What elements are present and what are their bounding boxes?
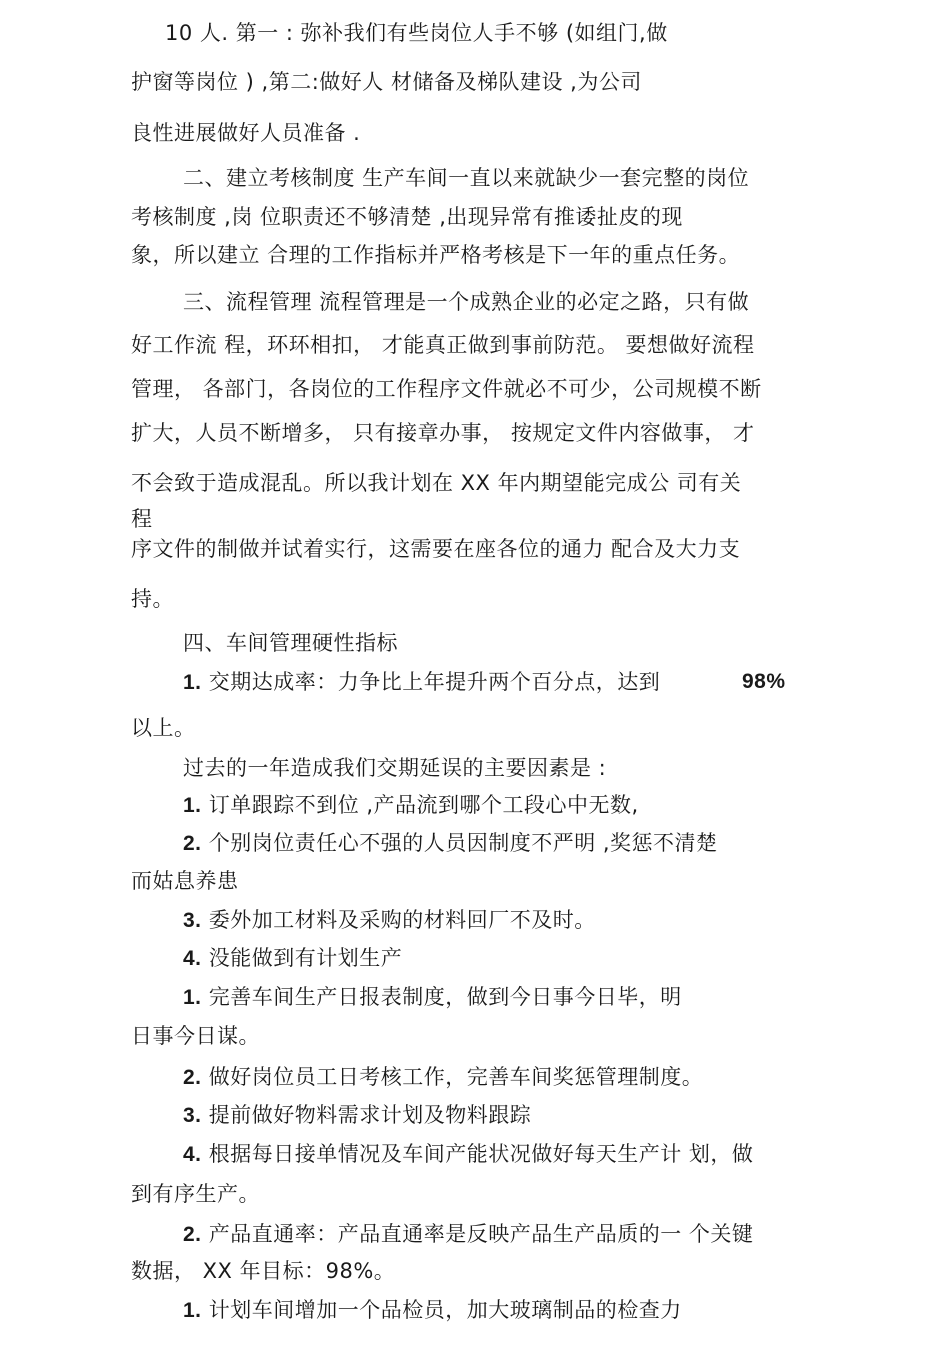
text-line: 序文件的制做并试着实行，这需要在座各位的通力 配合及大力支 (131, 537, 741, 561)
text-line: 而姑息养患 (131, 869, 239, 893)
list-item (183, 945, 402, 972)
text-line: 护窗等岗位 ) ,第二:做好人 材储备及梯队建设 ,为公司 (131, 70, 642, 94)
text-line: 好工作流 程，环环相扣， 才能真正做到事前防范。 要想做好流程 (131, 333, 755, 357)
list-item (183, 830, 718, 857)
list-number: 2. (183, 1066, 202, 1089)
percentage-value: 98% (742, 670, 786, 693)
list-item (183, 1141, 753, 1168)
text-line: 扩大，人员不断增多， 只有接章办事， 按规定文件内容做事， 才 (131, 421, 755, 445)
list-item-text: 交期达成率：力争比上年提升两个百分点，达到 (208, 670, 661, 694)
text-line: 不会致于造成混乱。所以我计划在 XX 年内期望能完成公 司有关 (131, 471, 742, 495)
section-heading-line: 三、流程管理 流程管理是一个成熟企业的必定之路，只有做 (183, 290, 750, 314)
text-line: 以上。 (131, 716, 196, 740)
list-item (183, 1221, 753, 1248)
list-item-text: 个别岗位责任心不强的人员因制度不严明 ,奖惩不清楚 (208, 831, 718, 855)
list-item (183, 984, 682, 1011)
text-line: 数据， XX 年目标：98%。 (131, 1259, 396, 1283)
list-number: 1. (183, 1299, 202, 1322)
text-line: 考核制度 ,岗 位职责还不够清楚 ,出现异常有推诿扯皮的现 (131, 205, 683, 229)
list-item (183, 1102, 531, 1129)
section-heading-line: 四、车间管理硬性指标 (183, 631, 398, 655)
list-number: 1. (183, 671, 202, 694)
text-line: 象，所以建立 合理的工作指标并严格考核是下一年的重点任务。 (131, 243, 741, 267)
list-number: 4. (183, 947, 202, 970)
list-number: 2. (183, 832, 202, 855)
list-number: 1. (183, 794, 202, 817)
list-item (183, 669, 660, 696)
section-heading-line: 二、建立考核制度 生产车间一直以来就缺少一套完整的岗位 (183, 166, 750, 190)
list-item (183, 1297, 682, 1324)
list-item-text: 做好岗位员工日考核工作，完善车间奖惩管理制度。 (208, 1065, 704, 1089)
list-number: 2. (183, 1223, 202, 1246)
list-item-text: 提前做好物料需求计划及物料跟踪 (208, 1103, 532, 1127)
list-item-text: 根据每日接单情况及车间产能状况做好每天生产计 划，做 (208, 1142, 754, 1166)
list-item (183, 907, 596, 934)
list-number: 3. (183, 1104, 202, 1127)
text-line: 日事今日谋。 (131, 1024, 260, 1048)
list-item (183, 792, 639, 819)
text-line: 良性进展做好人员准备 . (131, 121, 361, 145)
list-item-text: 订单跟踪不到位 ,产品流到哪个工段心中无数, (208, 793, 639, 817)
list-item-text: 没能做到有计划生产 (208, 946, 403, 970)
text-line: 程 (131, 507, 153, 531)
list-item-text: 计划车间增加一个品检员，加大玻璃制品的检查力 (208, 1298, 682, 1322)
list-number: 3. (183, 909, 202, 932)
text-line: 10 人. 第一 : 弥补我们有些岗位人手不够 (如组门,做 (165, 21, 668, 45)
text-line: 管理， 各部门，各岗位的工作程序文件就必不可少，公司规模不断 (131, 377, 762, 401)
text-line: 过去的一年造成我们交期延误的主要因素是 : (183, 756, 607, 780)
list-number: 4. (183, 1143, 202, 1166)
text-line: 到有序生产。 (131, 1182, 260, 1206)
text-line: 持。 (131, 587, 174, 611)
list-number: 1. (183, 986, 202, 1009)
list-item-text: 完善车间生产日报表制度，做到今日事今日毕，明 (208, 985, 682, 1009)
list-item-text: 委外加工材料及采购的材料回厂不及时。 (208, 908, 596, 932)
list-item-text: 产品直通率：产品直通率是反映产品生产品质的一 个关键 (208, 1222, 754, 1246)
list-item (183, 1064, 703, 1091)
